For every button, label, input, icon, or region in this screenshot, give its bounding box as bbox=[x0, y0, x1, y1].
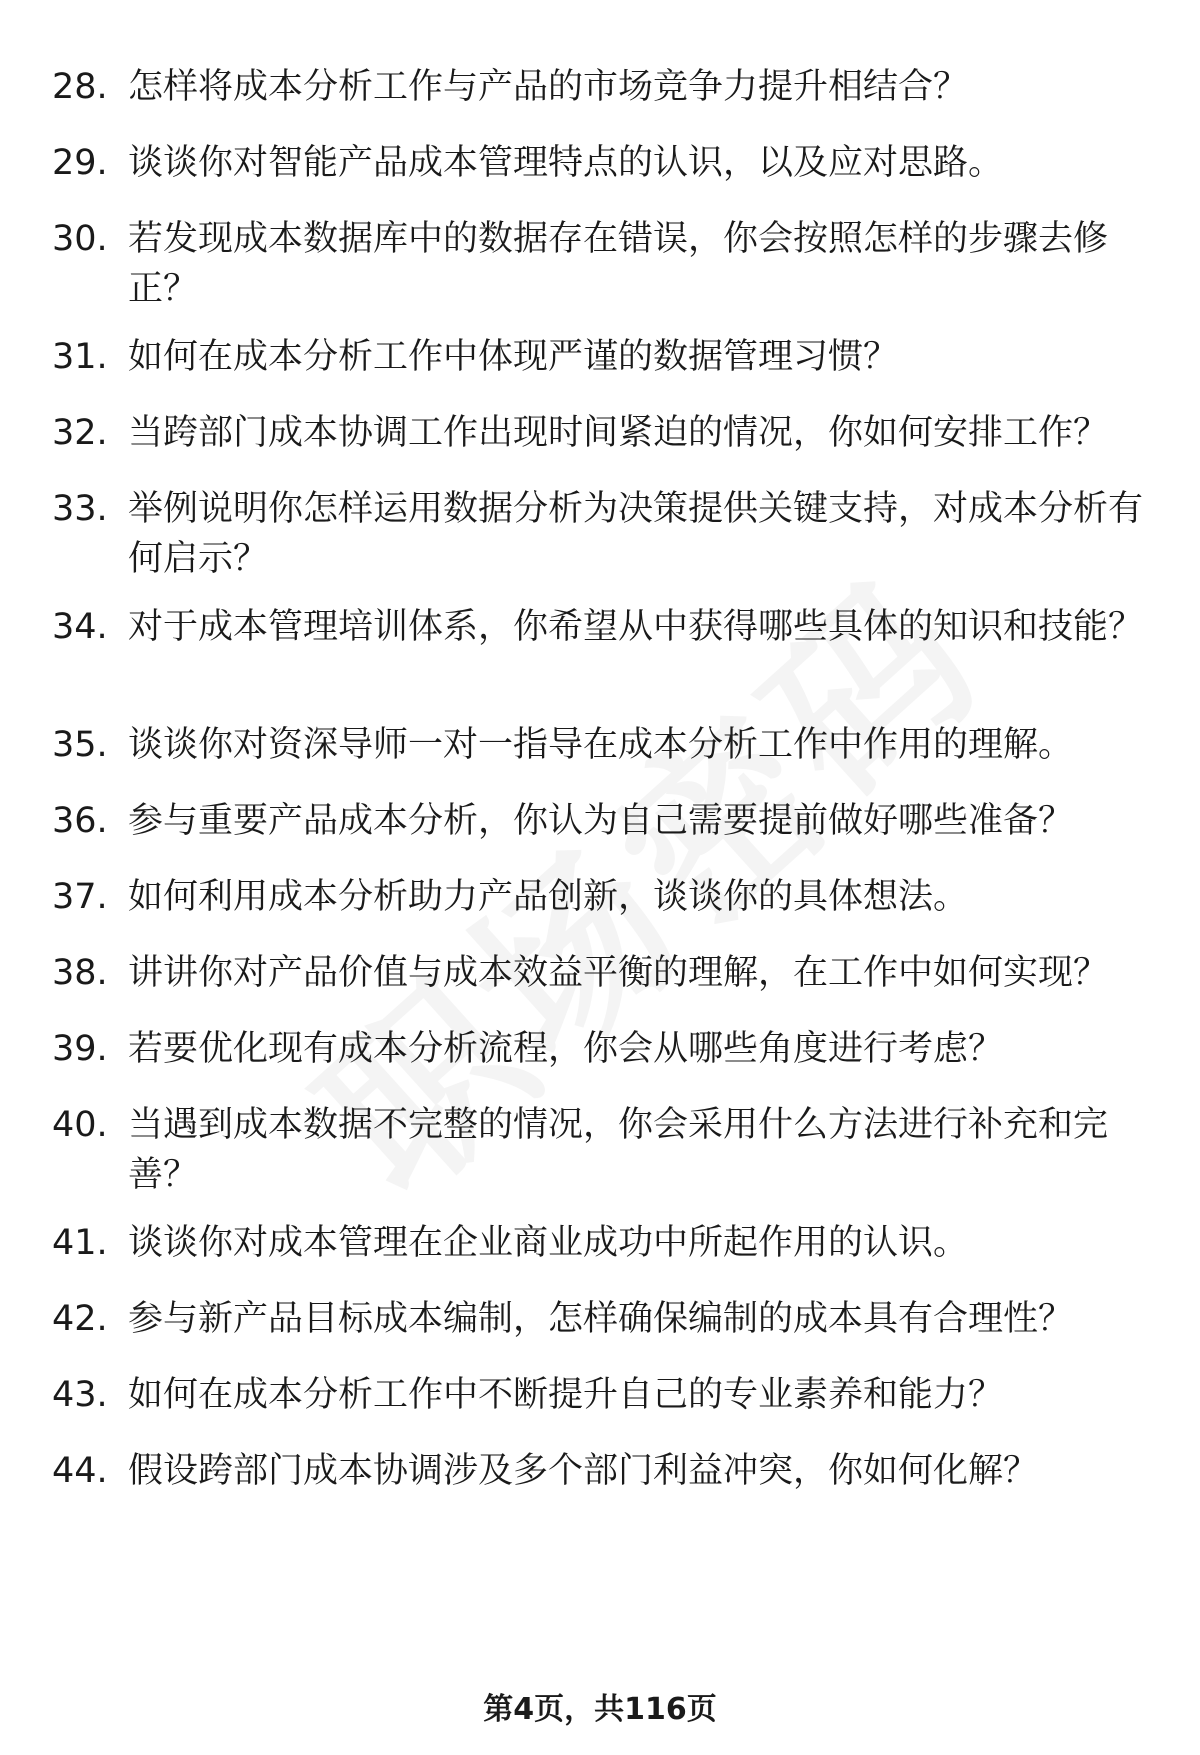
question-number: 31. bbox=[52, 337, 108, 377]
question-text: 参与新产品目标成本编制，怎样确保编制的成本具有合理性？ bbox=[128, 1299, 1074, 1339]
question-number: 42. bbox=[52, 1299, 108, 1339]
question-text: 若发现成本数据库中的数据存在错误，你会按照怎样的步骤去修正？ bbox=[128, 219, 1109, 309]
question-text: 参与重要产品成本分析，你认为自己需要提前做好哪些准备？ bbox=[128, 801, 1074, 841]
list-item bbox=[52, 62, 1162, 112]
question-number: 37. bbox=[52, 877, 108, 917]
question-number: 33. bbox=[52, 489, 108, 529]
question-number: 28. bbox=[52, 67, 108, 107]
question-number: 34. bbox=[52, 607, 108, 647]
page-footer: 第4页，共116页 bbox=[483, 1692, 717, 1727]
question-text: 当跨部门成本协调工作出现时间紧迫的情况，你如何安排工作？ bbox=[128, 413, 1109, 453]
question-number: 35. bbox=[52, 725, 108, 765]
list-item bbox=[52, 484, 1162, 584]
list-item bbox=[52, 720, 1162, 770]
question-text: 讲讲你对产品价值与成本效益平衡的理解，在工作中如何实现？ bbox=[128, 953, 1109, 993]
question-number: 29. bbox=[52, 143, 108, 183]
list-item bbox=[52, 948, 1162, 998]
list-item bbox=[52, 332, 1162, 382]
question-number: 43. bbox=[52, 1375, 108, 1415]
question-text: 如何在成本分析工作中体现严谨的数据管理习惯？ bbox=[128, 337, 899, 377]
question-number: 30. bbox=[52, 219, 108, 259]
question-number: 39. bbox=[52, 1029, 108, 1069]
list-item bbox=[52, 1294, 1162, 1344]
list-item bbox=[52, 872, 1162, 922]
list-item bbox=[52, 602, 1162, 652]
list-item bbox=[52, 1024, 1162, 1074]
question-text: 对于成本管理培训体系，你希望从中获得哪些具体的知识和技能？ bbox=[128, 607, 1144, 647]
question-text: 如何利用成本分析助力产品创新，谈谈你的具体想法。 bbox=[128, 877, 969, 917]
question-text: 举例说明你怎样运用数据分析为决策提供关键支持，对成本分析有何启示？ bbox=[128, 489, 1144, 579]
question-text: 谈谈你对成本管理在企业商业成功中所起作用的认识。 bbox=[128, 1223, 969, 1263]
question-number: 41. bbox=[52, 1223, 108, 1263]
question-text: 谈谈你对资深导师一对一指导在成本分析工作中作用的理解。 bbox=[128, 725, 1074, 765]
list-item bbox=[52, 1446, 1162, 1496]
list-item bbox=[52, 1100, 1162, 1200]
list-item bbox=[52, 1218, 1162, 1268]
question-text: 如何在成本分析工作中不断提升自己的专业素养和能力？ bbox=[128, 1375, 1004, 1415]
question-text: 假设跨部门成本协调涉及多个部门利益冲突，你如何化解？ bbox=[128, 1451, 1039, 1491]
question-number: 32. bbox=[52, 413, 108, 453]
list-item bbox=[52, 138, 1162, 188]
question-number: 38. bbox=[52, 953, 108, 993]
question-number: 44. bbox=[52, 1451, 108, 1491]
list-item bbox=[52, 796, 1162, 846]
question-text: 怎样将成本分析工作与产品的市场竞争力提升相结合？ bbox=[128, 67, 969, 107]
list-item bbox=[52, 408, 1162, 458]
question-number: 40. bbox=[52, 1105, 108, 1145]
question-text: 若要优化现有成本分析流程，你会从哪些角度进行考虑？ bbox=[128, 1029, 1004, 1069]
question-number: 36. bbox=[52, 801, 108, 841]
list-item bbox=[52, 214, 1162, 314]
question-text: 当遇到成本数据不完整的情况，你会采用什么方法进行补充和完善？ bbox=[128, 1105, 1109, 1195]
question-text: 谈谈你对智能产品成本管理特点的认识，以及应对思路。 bbox=[128, 143, 1004, 183]
list-item bbox=[52, 1370, 1162, 1420]
